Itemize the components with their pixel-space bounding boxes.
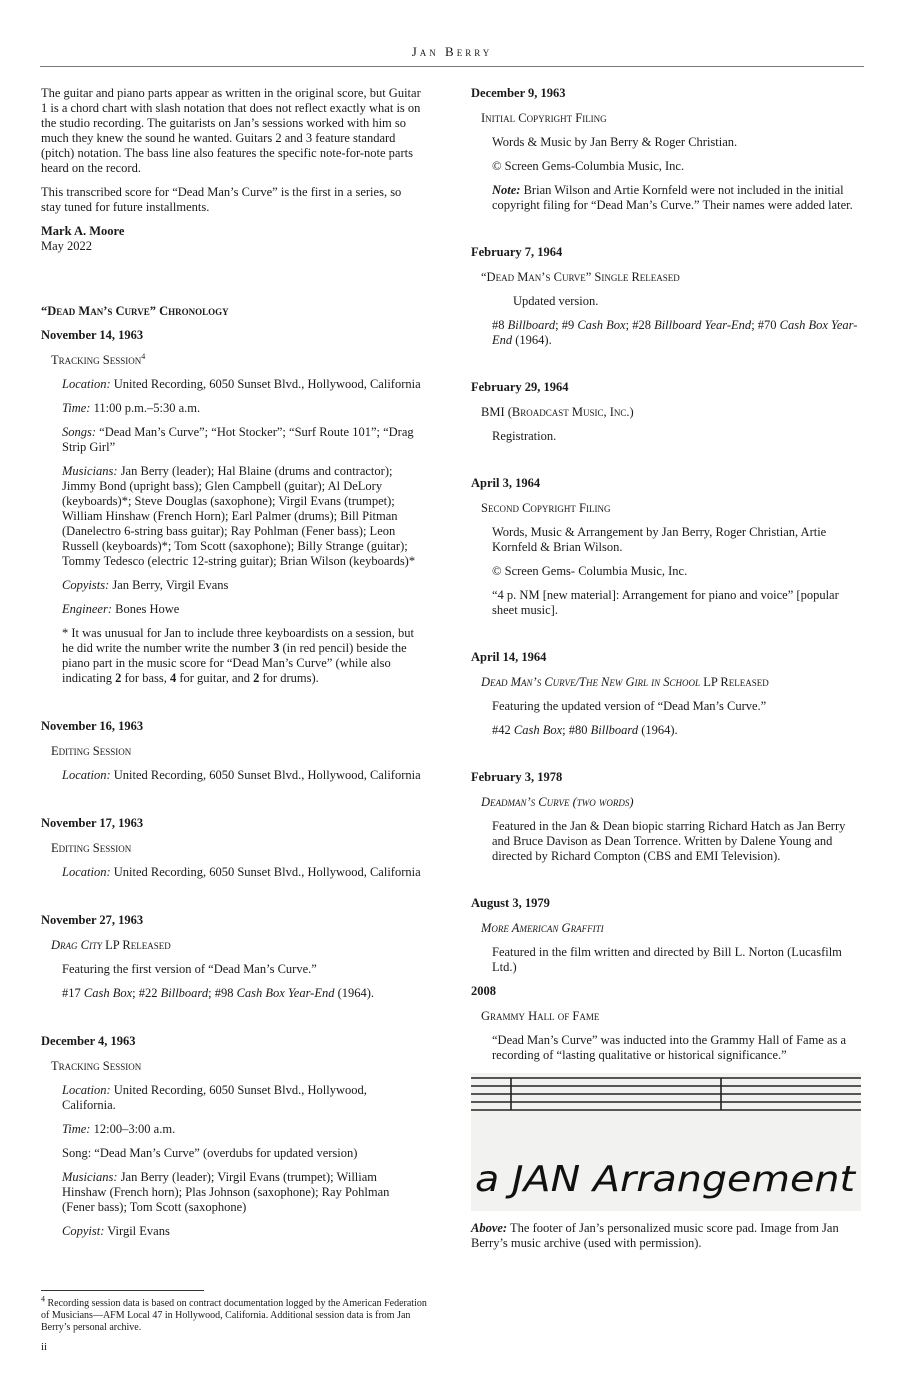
footnote-ref: 4 <box>141 351 146 361</box>
location-label: Location: <box>62 865 111 879</box>
songs-label: Songs: <box>62 425 97 439</box>
songs-value: “Dead Man’s Curve”; “Hot Stocker”; “Surf Route 101”; “Drag Strip Girl” <box>62 425 414 454</box>
chart-text: ; #70 <box>751 318 777 332</box>
time-label: Time: <box>62 1122 91 1136</box>
location-label: Location: <box>62 1083 111 1097</box>
entry-detail: © Screen Gems- Columbia Music, Inc. <box>492 564 688 578</box>
chart-text: #17 <box>62 986 81 1000</box>
engineer-label: Engineer: <box>62 602 112 616</box>
chronology-entry <box>41 913 423 1001</box>
chronology-entry <box>471 650 863 738</box>
note-text: for bass, <box>124 671 167 685</box>
chart-name: Billboard <box>507 318 556 332</box>
location-value: United Recording, 6050 Sunset Blvd., Hollywood, California. <box>62 1083 367 1112</box>
copyist-label: Copyist: <box>62 1224 105 1238</box>
entry-type <box>481 795 863 810</box>
entry-date: April 14, 1964 <box>471 650 547 664</box>
entry-song: Song: “Dead Man’s Curve” (overdubs for updated version) <box>62 1146 358 1160</box>
chronology-entry <box>471 770 863 864</box>
note-text: for drums). <box>262 671 319 685</box>
chronology-entry <box>471 86 863 213</box>
entry-copyist <box>62 1224 423 1239</box>
running-head: Jan Berry <box>40 44 864 67</box>
time-value: 11:00 p.m.–5:30 a.m. <box>93 401 201 415</box>
entry-type <box>481 921 863 936</box>
entry-note <box>62 626 423 686</box>
footnote-rule <box>41 1290 204 1291</box>
entry-type: Editing Session <box>51 841 132 855</box>
album-title: Dead Man’s Curve/The New Girl in School <box>481 675 701 689</box>
location-value: United Recording, 6050 Sunset Blvd., Hollywood, California <box>113 865 421 879</box>
note-number: 2 <box>115 671 122 685</box>
entry-date: February 3, 1978 <box>471 770 563 784</box>
entry-date: December 4, 1963 <box>41 1034 136 1048</box>
film-title: More American Graffiti <box>481 921 604 935</box>
footnote-text: Recording session data is based on contract documentation logged by the American Federation of Musicians—AFM Local 47 in Hollywood, California. Additional session data is from Jan Berry’s personal archive. <box>41 1298 427 1333</box>
entry-note <box>492 183 863 213</box>
time-value: 12:00–3:00 a.m. <box>93 1122 176 1136</box>
chart-text: ; #98 <box>208 986 234 1000</box>
chart-text: ; #22 <box>132 986 158 1000</box>
chart-name: Cash Box Year-End <box>492 318 858 347</box>
entry-type: “Dead Man’s Curve” Single Released <box>481 270 680 284</box>
entry-time <box>62 401 423 416</box>
entry-location <box>62 1083 423 1113</box>
entry-detail: “Dead Man’s Curve” was inducted into the Grammy Hall of Fame as a recording of “lasting qualitative or historical significance.” <box>492 1033 847 1062</box>
entry-musicians <box>62 1170 423 1215</box>
entry-songs <box>62 425 423 455</box>
location-label: Location: <box>62 768 111 782</box>
note-label: Note: <box>492 183 521 197</box>
entry-copyists <box>62 578 423 593</box>
location-value: United Recording, 6050 Sunset Blvd., Hollywood, California <box>113 377 421 391</box>
entry-detail: Words & Music by Jan Berry & Roger Christian. <box>492 135 738 149</box>
entry-date: August 3, 1979 <box>471 896 550 910</box>
entry-detail: Registration. <box>492 429 557 443</box>
entry-detail: © Screen Gems-Columbia Music, Inc. <box>492 159 685 173</box>
footnote-mark: 4 <box>41 1294 45 1304</box>
entry-type: Editing Session <box>51 744 132 758</box>
entry-type: Initial Copyright Filing <box>481 111 607 125</box>
note-number: 4 <box>169 671 177 685</box>
chart-text: #8 <box>492 318 505 332</box>
chronology-entry <box>41 719 423 783</box>
entry-location <box>62 377 423 392</box>
chronology-entry <box>471 984 863 1063</box>
entry-type-label: LP Released <box>105 938 171 952</box>
chronology-entry <box>471 896 863 975</box>
copyists-value: Jan Berry, Virgil Evans <box>112 578 229 592</box>
note-number: 3 <box>273 641 280 655</box>
entry-date: November 14, 1963 <box>41 328 144 342</box>
caption-label: Above: <box>471 1221 508 1235</box>
copyist-value: Virgil Evans <box>107 1224 170 1238</box>
musicians-label: Musicians: <box>62 1170 118 1184</box>
caption-text: The footer of Jan’s personalized music score pad. Image from Jan Berry’s music archive (used with permission). <box>471 1221 839 1250</box>
entry-detail: Featured in the Jan & Dean biopic starring Richard Hatch as Jan Berry and Bruce Davison as Dean Torrence. Written by Dalene Young and directed by Richard Compton (CBS and EMI Television). <box>492 819 846 863</box>
entry-type <box>481 675 863 690</box>
chart-name: Cash Box Year-End <box>236 986 335 1000</box>
note-text: for guitar, and <box>179 671 251 685</box>
entry-engineer <box>62 602 423 617</box>
score-pad-image <box>471 1073 861 1211</box>
note-text: Brian Wilson and Artie Kornfeld were not included in the initial copyright filing for “Dead Man’s Curve.” Their names were added later. <box>492 183 853 212</box>
chart-name: Billboard <box>160 986 209 1000</box>
film-title: Deadman’s Curve (two words) <box>481 795 634 809</box>
chart-text: ; #80 <box>562 723 588 737</box>
entry-detail: Featuring the first version of “Dead Man’s Curve.” <box>62 962 317 976</box>
entry-type <box>51 353 423 368</box>
entry-type: Tracking Session <box>51 1059 142 1073</box>
musicians-label: Musicians: <box>62 464 118 478</box>
entry-date: December 9, 1963 <box>471 86 566 100</box>
entry-date: November 17, 1963 <box>41 816 144 830</box>
chronology-entry <box>41 328 423 686</box>
entry-date: February 7, 1964 <box>471 245 563 259</box>
chart-name: Cash Box <box>83 986 133 1000</box>
chart-name: Cash Box <box>577 318 626 332</box>
entry-date: November 16, 1963 <box>41 719 144 733</box>
engineer-value: Bones Howe <box>115 602 180 616</box>
intro <box>41 86 423 215</box>
chart-name: Billboard <box>590 723 639 737</box>
entry-detail: Featured in the film written and directed by Bill L. Norton (Lucasfilm Ltd.) <box>492 945 842 974</box>
entry-detail: “4 p. NM [new material]: Arrangement for piano and voice” [popular sheet music]. <box>492 588 839 617</box>
chronology-entry <box>471 476 863 618</box>
chart-text: ; #28 <box>625 318 651 332</box>
chart-text: (1964). <box>641 723 678 737</box>
page-number: ii <box>41 1341 48 1353</box>
entry-date: February 29, 1964 <box>471 380 569 394</box>
copyists-label: Copyists: <box>62 578 110 592</box>
entry-date: 2008 <box>471 984 496 998</box>
entry-date: April 3, 1964 <box>471 476 541 490</box>
entry-location <box>62 865 423 880</box>
image-caption <box>471 1221 863 1251</box>
chart-text: ; #9 <box>555 318 575 332</box>
note-number: 2 <box>253 671 260 685</box>
author-date: May 2022 <box>41 239 93 253</box>
chronology-entry <box>41 816 423 880</box>
entry-date: November 27, 1963 <box>41 913 144 927</box>
note-text: * It was unusual for Jan to include three keyboardists on a session, but he did write the number write the number <box>62 626 415 655</box>
chart-name: Cash Box <box>513 723 563 737</box>
chart-text: #42 <box>492 723 511 737</box>
chronology-title: “Dead Man’s Curve” Chronology <box>41 304 229 318</box>
entry-type: BMI (Broadcast Music, Inc.) <box>481 405 634 419</box>
entry-charts <box>492 318 863 348</box>
score-pad-svg <box>471 1073 861 1211</box>
note-text: (in red pencil) beside the piano part in the music score for “Dead Man’s Curve” (while also indicating <box>62 641 407 685</box>
intro-paragraph-2: This transcribed score for “Dead Man’s Curve” is the first in a series, so stay tuned for future installments. <box>41 185 402 214</box>
score-pad-lettering: a JAN Arrangement <box>475 1159 858 1200</box>
time-label: Time: <box>62 401 91 415</box>
entry-charts <box>492 723 863 738</box>
entry-time <box>62 1122 423 1137</box>
right-column <box>471 86 863 1251</box>
location-value: United Recording, 6050 Sunset Blvd., Hollywood, California <box>113 768 421 782</box>
entry-location <box>62 768 423 783</box>
musicians-value: Jan Berry (leader); Hal Blaine (drums and contractor); Jimmy Bond (upright bass); Glen Campbell (guitar); Al DeLory (keyboards)*; Steve Douglas (saxophone); Virgil Evans (trumpet); William Hinshaw (French Horn); Earl Palmer (drums); Bill Pitman (Danelectro 6-string bass guitar); Ray Pohlman (Fener bass); Leon Russell (keyboards)*; Tom Scott (saxophone); Billy Strange (guitar); Tommy Tedesco (electric 12-string guitar); Brian Wilson (keyboards)* <box>62 464 416 568</box>
entry-detail: Featuring the updated version of “Dead Man’s Curve.” <box>492 699 767 713</box>
author-name: Mark A. Moore <box>41 224 125 238</box>
entry-type: Grammy Hall of Fame <box>481 1009 600 1023</box>
chronology-entry <box>471 380 863 444</box>
album-title: Drag City <box>51 938 102 952</box>
location-label: Location: <box>62 377 111 391</box>
entry-type-label: Tracking Session <box>51 353 142 367</box>
entry-detail: Updated version. <box>513 294 599 308</box>
intro-paragraph-1: The guitar and piano parts appear as written in the original score, but Guitar 1 is a chord chart with slash notation that does not reflect exactly what is on the studio recording. The guitarists on Jan’s sessions worked with him so much they knew the sound he wanted. Guitars 2 and 3 feature standard (pitch) notation. The bass line also features the specific note-for-note parts heard on the record. <box>41 86 421 175</box>
musicians-value: Jan Berry (leader); Virgil Evans (trumpet); William Hinshaw (French horn); Plas Johnson (saxophone); Ray Pohlman (Fener bass); Tom Scott (saxophone) <box>62 1170 390 1214</box>
entry-type-label: LP Released <box>703 675 769 689</box>
entry-type <box>51 938 423 953</box>
entry-type: Second Copyright Filing <box>481 501 611 515</box>
footnote <box>41 1294 431 1334</box>
entry-musicians <box>62 464 423 569</box>
chart-text: (1964). <box>515 333 552 347</box>
entry-detail: Words, Music & Arrangement by Jan Berry, Roger Christian, Artie Kornfeld & Brian Wilson. <box>492 525 827 554</box>
left-column <box>41 86 423 1239</box>
chart-text: (1964). <box>337 986 375 1000</box>
entry-charts <box>62 986 423 1001</box>
chart-name: Billboard Year-End <box>654 318 752 332</box>
chronology-entry <box>471 245 863 348</box>
chronology-entry <box>41 1034 423 1239</box>
